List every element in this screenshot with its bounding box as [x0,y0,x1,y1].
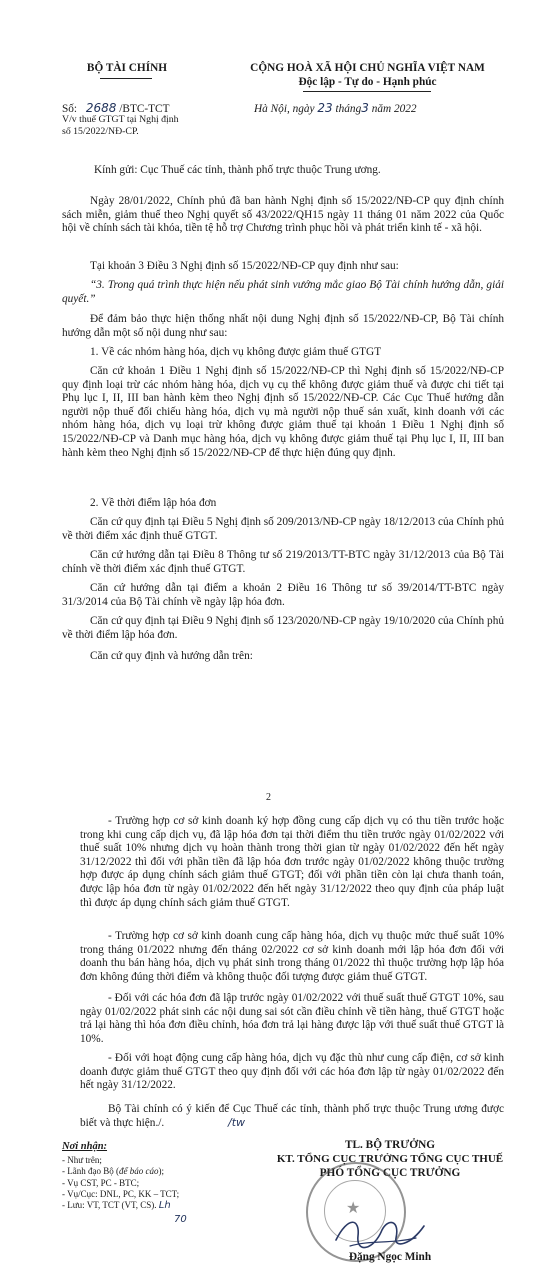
paragraph: Tại khoản 3 Điều 3 Nghị định số 15/2022/NĐ-CP quy định như sau: [90,260,399,272]
paragraph: - Trường hợp cơ sở kinh doanh cung cấp hàng hóa, dịch vụ thuộc mức thuế suất 10% trong tháng 01/2022 nhưng đến tháng 02/2022 cơ sở kinh doanh mới lập hóa đơn đối với doanh thu bán hàng hóa, dịch vụ phát sinh trong tháng 01/2022 thì thuộc trường hợp lập hóa đơn không đúng thời điểm và không thuộc đối tượng được giảm thuế GTGT. [80,930,504,983]
paragraph: Căn cứ khoản 1 Điều 1 Nghị định số 15/2022/NĐ-CP thì Nghị định số 15/2022/NĐ-CP quy định loại trừ các nhóm hàng hóa, dịch vụ cụ thể không được giảm thuế và được chi tiết tại Phụ lục I, II, III ban hành kèm theo Nghị định số 15/2022/NĐ-CP. Các Cục Thuế hướng dẫn người nộp thuế đối chiếu hàng hóa, dịch vụ mà người nộp thuế sản xuất, kinh doanh với các nhóm hàng hóa, dịch vụ loại trừ không được giảm thuế tại khoản 1 Điều 1 Nghị định số 15/2022/NĐ-CP và Danh mục hàng hóa, dịch vụ không được giảm thuế tại Phụ lục I, II, III ban hành kèm theo Nghị định số 15/2022/NĐ-CP để thực hiện đúng quy định. [62,365,504,459]
section-heading-2: 2. Về thời điểm lập hóa đơn [90,497,217,509]
number-handwritten: 2688 [85,101,117,115]
date-prefix: Hà Nội, ngày [254,103,315,115]
recipient-item-text: - Lưu: VT, TCT (VT, CS). [62,1200,157,1211]
recipients-list [62,1155,179,1211]
number-suffix: /BTC-TCT [119,103,170,115]
recipients-handwritten-mark: Lh [158,1200,171,1212]
ministry-underline [100,78,152,79]
subject-line-1: V/v thuế GTGT tại Nghị định [62,114,179,125]
date-month: 3 [361,101,369,115]
paragraph: Để đảm bảo thực hiện thống nhất nội dung Nghị định số 15/2022/NĐ-CP, Bộ Tài chính hướng dẫn một số nội dung như sau: [62,313,504,339]
paragraph: Ngày 28/01/2022, Chính phủ đã ban hành Nghị định số 15/2022/NĐ-CP quy định chính sách miễn, giảm thuế theo Nghị quyết số 43/2022/QH15 ngày 11 tháng 01 năm 2022 của Quốc hội về chính sách tài khóa, tiền tệ hỗ trợ Chương trình phục hồi và phát triển kinh tế - xã hội. [62,195,504,235]
paragraph: Căn cứ quy định tại Điều 5 Nghị định số 209/2013/NĐ-CP ngày 18/12/2013 của Chính phủ về thời điểm xác định thuế GTGT. [62,516,504,542]
subject-line-2: số 15/2022/NĐ-CP. [62,126,139,137]
paragraph: Căn cứ quy định và hướng dẫn trên: [90,650,253,662]
paragraph: - Đối với hoạt động cung cấp hàng hóa, dịch vụ đặc thù như cung cấp điện, cơ sở kinh doanh được giảm thuế GTGT theo quy định đối với các hóa đơn lập từ ngày 01/02/2022 đến hết ngày 31/12/2022. [80,1052,504,1092]
signer-line-3: PHÓ TỔNG CỤC TRƯỞNG [319,1167,461,1179]
date-year: năm 2022 [371,103,417,115]
section-heading-1: 1. Về các nhóm hàng hóa, dịch vụ không được giảm thuế GTGT [90,346,382,358]
number-prefix: Số: [62,103,78,115]
seal-star-icon: ★ [346,1198,361,1217]
paragraph: - Đối với các hóa đơn đã lập trước ngày 01/02/2022 với thuế suất thuế GTGT 10%, sau ngày 01/02/2022 phát sinh các nội dung sai sót cần điều chỉnh về tiền hàng, thuế GTGT hoặc trả lại hàng thì hóa đơn điều chỉnh, hóa đơn trả lại hàng được lập với thuế suất thuế GTGT là 10%. [80,992,504,1045]
paragraph: Căn cứ quy định tại Điều 9 Nghị định số 123/2020/NĐ-CP ngày 19/10/2020 của Chính phủ về thời điểm lập hóa đơn. [62,615,504,641]
republic-name: CỘNG HOÀ XÃ HỘI CHỦ NGHĨA VIỆT NAM [250,62,485,74]
copies-count: 70 [174,1214,187,1225]
signer-name: Đặng Ngọc Minh [348,1251,432,1263]
date-day: 23 [317,101,333,115]
issue-date [254,101,417,115]
document-number [62,101,170,115]
document-page-2 [0,730,537,1280]
recipient-item: - Vụ/Cục: DNL, PC, KK – TCT; [62,1188,180,1199]
paragraph: - Trường hợp cơ sở kinh doanh ký hợp đồng cung cấp dịch vụ có thu tiền trước hoặc trong khi cung cấp dịch vụ, đã lập hóa đơn tại thời điểm thu tiền trước ngày 01/02/2022 với thuế suất 10% nhưng dịch vụ hoàn thành trong thời gian từ ngày 01/02/2022 đến hết ngày 31/12/2022 thì đối với phần tiền đã lập hóa đơn trước ngày 01/02/2022 không thuộc trường hợp được áp dụng chính sách giảm thuế GTGT; đối với phần tiền còn lại chưa thanh toán, được lập hóa đơn từ ngày 01/02/2022 đến hết ngày 31/12/2022 theo quy định của pháp luật thì được áp dụng chính sách giảm thuế GTGT. [80,815,504,909]
page-number: 2 [266,792,271,803]
ministry-name: BỘ TÀI CHÍNH [86,62,168,74]
recipient-item: - Lãnh đạo Bộ (để báo cáo); [62,1166,164,1177]
signer-line-2: KT. TỔNG CỤC TRƯỞNG TỔNG CỤC THUẾ [276,1153,504,1165]
motto-underline [303,91,431,92]
recipient-item: - Như trên; [62,1155,102,1165]
paragraph: Căn cứ hướng dẫn tại Điều 8 Thông tư số 219/2013/TT-BTC ngày 31/12/2013 của Bộ Tài chính về thời điểm xác định thuế GTGT. [62,549,504,575]
quoted-clause: “3. Trong quá trình thực hiện nếu phát sinh vướng mắc giao Bộ Tài chính hướng dẫn, giải quyết.” [62,279,504,305]
closing-paragraph: Bộ Tài chính có ý kiến để Cục Thuế các tỉnh, thành phố trực thuộc Trung ương được biết và thực hiện./. [80,1103,504,1129]
recipient-item: - Vụ CST, PC - BTC; [62,1177,140,1188]
closing-handwritten-mark: /tw [228,1116,246,1129]
date-month-label: tháng [335,103,362,115]
signer-line-1: TL. BỘ TRƯỞNG [344,1139,436,1151]
greeting: Kính gửi: Cục Thuế các tỉnh, thành phố trực thuộc Trung ương. [94,164,381,176]
national-motto: Độc lập - Tự do - Hạnh phúc [298,76,437,88]
recipients-title: Nơi nhận: [62,1141,108,1152]
recipient-item [62,1200,179,1211]
paragraph: Căn cứ hướng dẫn tại điểm a khoản 2 Điều 16 Thông tư số 39/2014/TT-BTC ngày 31/3/2014 của Bộ Tài chính về ngày lập hóa đơn. [62,582,504,608]
